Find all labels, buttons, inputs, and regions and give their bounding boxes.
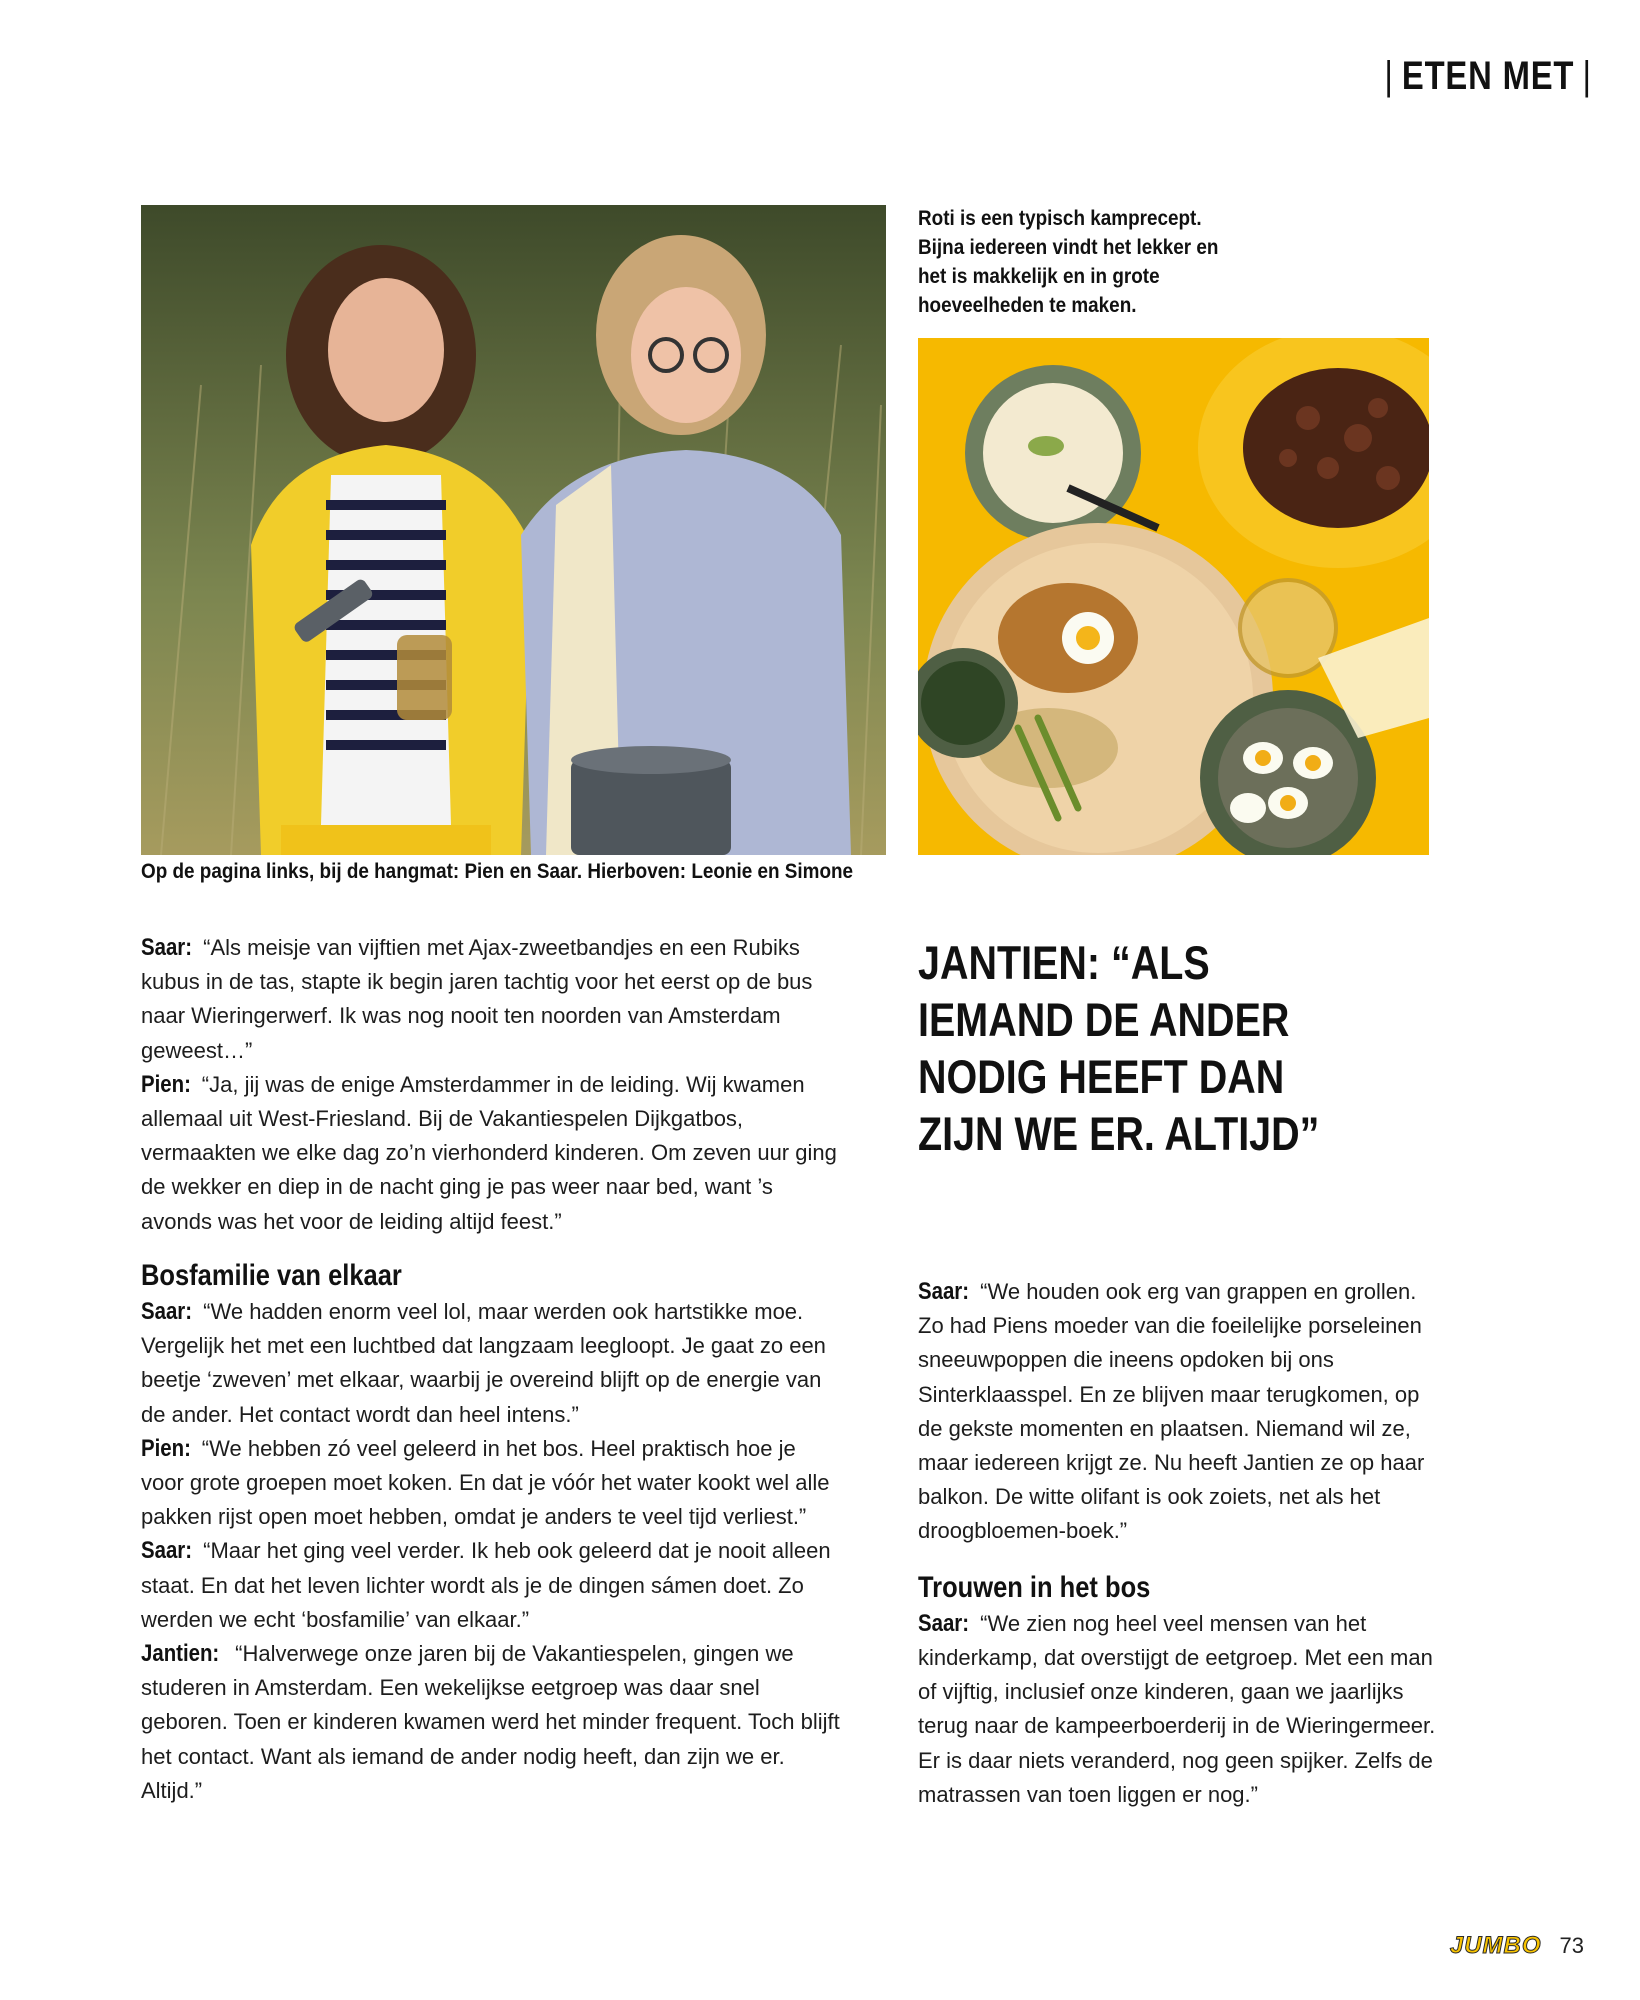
paragraph-text: “Maar het ging veel verder. Ik heb ook geleerd dat je nooit alleen staat. En dat het leven lichter wordt als je de dingen sámen doet. Zo werden we echt ‘bosfamilie’ van elkaar.”	[141, 1538, 831, 1632]
speaker-name: Saar:	[141, 1298, 193, 1326]
speaker-name: Jantien:	[141, 1640, 220, 1668]
paragraph	[918, 1607, 1438, 1812]
paragraph	[141, 1534, 841, 1637]
food-photo-caption: Roti is een typisch kamprecept. Bijna iedereen vindt het lekker en het is makkelijk en in grote hoeveelheden te maken.	[918, 207, 1219, 317]
paragraph-text: “We zien nog heel veel mensen van het kinderkamp, dat overstijgt de eetgroep. Met een man of vijftig, inclusief onze kinderen, gaan we jaarlijks terug naar de kampeerboerderij in de Wieringermeer. Er is daar niets veranderd, nog geen spijker. Zelfs de matrassen van toen liggen er nog.”	[918, 1610, 1436, 1807]
section-label: | ETEN MET |	[1384, 54, 1592, 98]
right-column	[918, 1275, 1438, 1812]
pull-quote: JANTIEN: “ALS IEMAND DE ANDER NODIG HEEFT DAN ZIJN WE ER. ALTIJD”	[918, 936, 1320, 1160]
people-photo-caption: Op de pagina links, bij de hangmat: Pien en Saar. Hierboven: Leonie en Simone	[141, 860, 854, 883]
page-number: 73	[1559, 1933, 1584, 1958]
speaker-name: Saar:	[918, 1609, 970, 1637]
paragraph-text: “We houden ook erg van grappen en grollen. Zo had Piens moeder van die foeilelijke porseleinen sneeuwpoppen die ineens opdoken bij ons Sinterklaasspel. En ze blijven maar terugkomen, op de gekste momenten en plaatsen. Niemand wil ze, maar iedereen krijgt ze. Nu heeft Jantien ze op haar balkon. De witte olifant is ook zoiets, net als het droogbloemen-boek.”	[918, 1279, 1425, 1544]
paragraph	[141, 1637, 841, 1808]
paragraph-text: “We hadden enorm veel lol, maar werden ook hartstikke moe. Vergelijk het met een luchtbed dat langzaam leegloopt. Je gaat zo een beetje ‘zweven’ met elkaar, waarbij je overeind blijft op de energie van de ander. Het contact wordt dan heel intens.”	[141, 1299, 826, 1427]
paragraph	[141, 931, 841, 1068]
paragraph-text: “Als meisje van vijftien met Ajax-zweetbandjes en een Rubiks kubus in de tas, stapte ik begin jaren tachtig voor het eerst op de bus naar Wieringerwerf. Ik was nog nooit ten noorden van Amsterdam geweest…”	[141, 935, 813, 1063]
paragraph-text: “Halverwege onze jaren bij de Vakantiespelen, gingen we studeren in Amsterdam. Een wekelijkse eetgroep was daar snel geboren. Toen er kinderen kwamen werd het minder frequent. Toch blijft het contact. Want als iemand de ander nodig heeft, dan zijn we er. Altijd.”	[141, 1641, 840, 1803]
speaker-name: Pien:	[141, 1434, 191, 1462]
paragraph	[141, 1068, 841, 1239]
subheading: Bosfamilie van elkaar	[141, 1258, 402, 1292]
speaker-name: Saar:	[918, 1278, 970, 1305]
paragraph-text: “We hebben zó veel geleerd in het bos. Heel praktisch hoe je voor grote groepen moet koken. En dat je vóór het water kookt wel alle pakken rijst open moet hebben, omdat je anders te veel tijd verliest.”	[141, 1435, 830, 1530]
section-label-text: ETEN MET	[1401, 54, 1575, 98]
photo-people	[141, 205, 886, 855]
paragraph	[141, 1432, 841, 1535]
speaker-name: Pien:	[141, 1070, 191, 1098]
paragraph	[141, 1295, 841, 1432]
paragraph-text: “Ja, jij was de enige Amsterdammer in de leiding. Wij kwamen allemaal uit West-Friesland. Bij de Vakantiespelen Dijkgatbos, vermaakten we elke dag zo’n vierhonderd kinderen. Om zeven uur ging de wekker en diep in de nacht ging je pas weer naar bed, want ’s avonds was het voor de leiding altijd feest.”	[141, 1071, 837, 1234]
speaker-name: Saar:	[141, 1537, 193, 1565]
jumbo-logo: JUMBO	[1449, 1932, 1542, 1959]
left-column	[141, 931, 841, 1808]
page-footer	[1450, 1932, 1584, 1960]
speaker-name: Saar:	[141, 934, 193, 961]
subheading: Trouwen in het bos	[918, 1570, 1151, 1604]
paragraph	[918, 1275, 1438, 1549]
photo-food	[918, 338, 1429, 855]
